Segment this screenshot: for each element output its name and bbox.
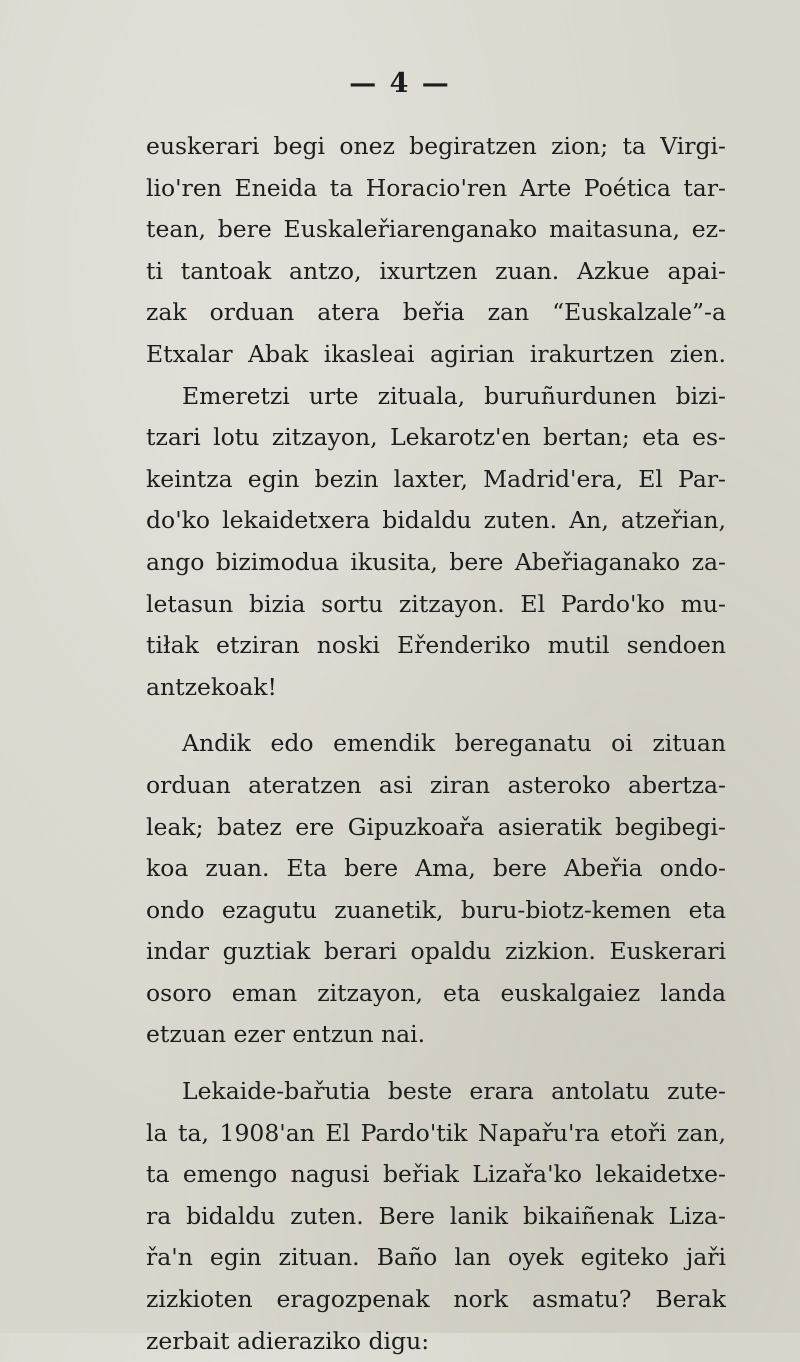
text-line: zizkioten eragozpenak nork asmatu? Berak <box>146 1285 726 1314</box>
text-line: la ta, 1908'an El Pardo'tik Napařu'ra etoři zan, <box>146 1118 726 1147</box>
paragraph <box>146 1071 726 1362</box>
text-line: ta emengo nagusi beřiak Lizařa'ko lekaidetxe- <box>146 1160 726 1189</box>
text-line: orduan ateratzen asi ziran asteroko abertza- <box>146 770 726 799</box>
text-line: indar guztiak berari opaldu zizkion. Euskerari <box>146 937 726 966</box>
text-line: zak orduan atera beřia zan “Euskalzale”-a <box>146 298 726 327</box>
paragraph <box>146 126 726 376</box>
text-line: lio'ren Eneida ta Horacio'ren Arte Poética tar- <box>146 173 726 202</box>
paragraph <box>146 723 726 1056</box>
text-line: leak; batez ere Gipuzkoařa asieratik begibegi- <box>146 812 726 841</box>
text-line: ra bidaldu zuten. Bere lanik bikaiñenak Liza- <box>146 1201 726 1230</box>
text-line: etzuan ezer entzun nai. <box>146 1020 426 1049</box>
text-line: řa'n egin zituan. Baño lan oyek egiteko jaři <box>146 1243 726 1272</box>
text-line: tean, bere Euskaleřiarenganako maitasuna, ez- <box>146 215 726 244</box>
text-line: Lekaide-bařutia beste erara antolatu zute- <box>182 1077 726 1106</box>
body-text <box>146 126 726 1362</box>
text-line: tiłak etziran noski Eřenderiko mutil sendoen <box>146 631 726 660</box>
text-line: osoro eman zitzayon, eta euskalgaiez landa <box>146 978 726 1007</box>
paragraph <box>146 376 726 709</box>
text-line: antzekoak! <box>146 672 277 701</box>
text-line: Emeretzi urte zituala, buruñurdunen bizi- <box>182 381 726 410</box>
text-line: keintza egin bezin laxter, Madrid'era, El Par- <box>146 464 726 493</box>
text-line: do'ko lekaidetxera bidaldu zuten. An, atzeřian, <box>146 506 726 535</box>
text-line: Andik edo emendik bereganatu oi zituan <box>182 729 726 758</box>
text-line: letasun bizia sortu zitzayon. El Pardo'ko mu- <box>146 589 726 618</box>
text-line: Etxalar Abak ikasleai agirian irakurtzen zien. <box>146 339 726 368</box>
text-line: zerbait adieraziko digu: <box>146 1326 430 1355</box>
text-line: euskerari begi onez begiratzen zion; ta Virgi- <box>146 132 726 160</box>
text-line: ti tantoak antzo, ixurtzen zuan. Azkue apai- <box>146 256 726 285</box>
text-line: ondo ezagutu zuanetik, buru-biotz-kemen eta <box>146 895 726 924</box>
text-line: ango bizimodua ikusita, bere Abeřiaganako za- <box>146 547 726 576</box>
text-line: tzari lotu zitzayon, Lekarotz'en bertan; eta es- <box>146 423 726 452</box>
text-line: koa zuan. Eta bere Ama, bere Abeřia ondo- <box>146 854 726 883</box>
page-number: — 4 — <box>349 68 451 99</box>
